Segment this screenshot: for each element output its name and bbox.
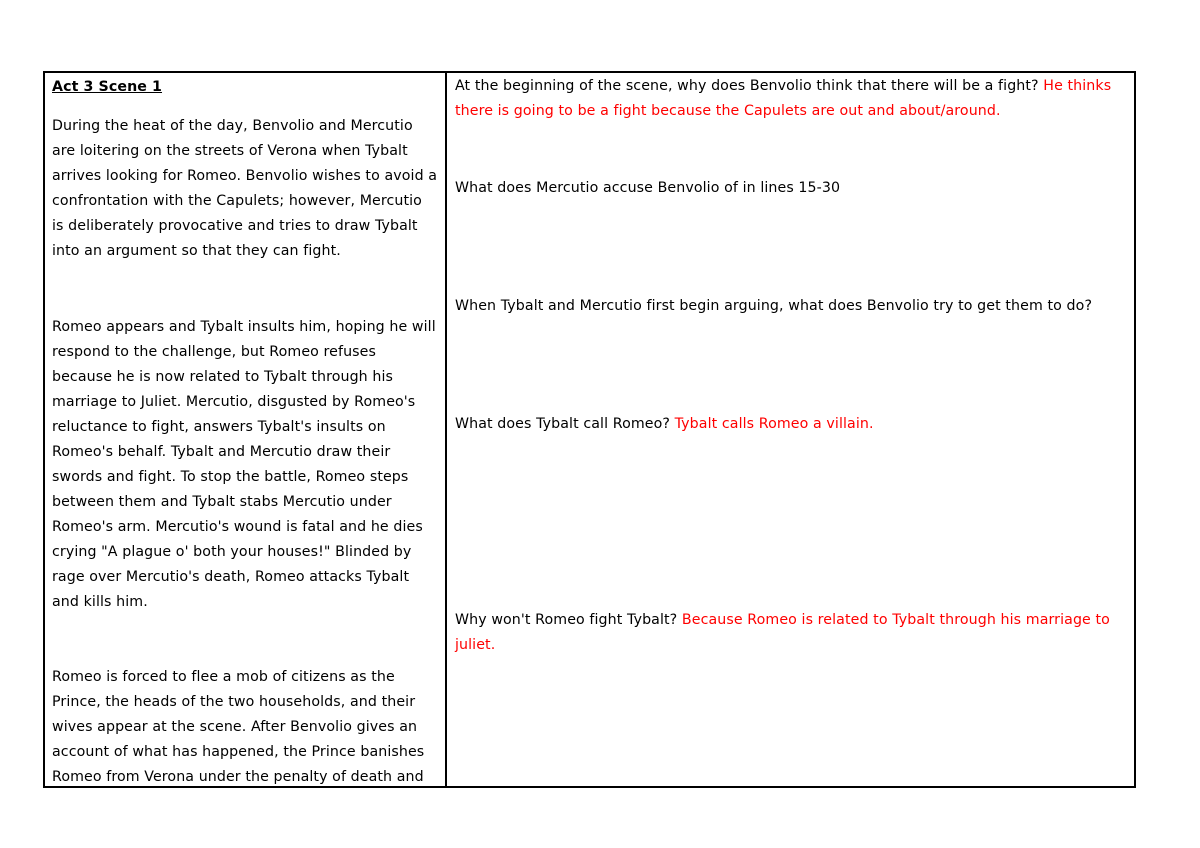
worksheet-table bbox=[43, 71, 1136, 788]
summary-paragraph-2: Romeo appears and Tybalt insults him, hoping he will respond to the challenge, but Romeo refuses because he is now related to Tybalt through his marriage to Juliet. Mercutio, disgusted by Romeo's reluctance to fight, answers Tybalt's insults on Romeo's behalf. Tybalt and Mercutio draw their swords and fight. To stop the battle, Romeo steps between them and Tybalt stabs Mercutio under Romeo's arm. Mercutio's wound is fatal and he dies crying "A plague o' both your houses!" Blinded by rage over Mercutio's death, Romeo attacks Tybalt and kills him. bbox=[52, 319, 436, 610]
question-text: At the beginning of the scene, why does Benvolio think that there will be a fight? bbox=[455, 78, 1044, 94]
question-text: When Tybalt and Mercutio first begin arguing, what does Benvolio try to get them to do? bbox=[455, 298, 1093, 314]
answer-text: Tybalt calls Romeo a villain. bbox=[674, 416, 874, 432]
question-text: What does Mercutio accuse Benvolio of in lines 15-30 bbox=[455, 180, 841, 196]
question-item-3 bbox=[455, 294, 1131, 319]
question-text: What does Tybalt call Romeo? bbox=[455, 416, 675, 432]
answer-text: Because Romeo is related to Tybalt through his marriage to juliet. bbox=[455, 612, 1110, 653]
question-item-4 bbox=[455, 412, 1131, 437]
summary-paragraph-1: During the heat of the day, Benvolio and Mercutio are loitering on the streets of Verona when Tybalt arrives looking for Romeo. Benvolio wishes to avoid a confrontation with the Capulets; however, Mercutio is deliberately provocative and tries to draw Tybalt into an argument so that they can fight. bbox=[52, 118, 438, 259]
questions-column bbox=[447, 73, 1134, 786]
summary-paragraph-3: Romeo is forced to flee a mob of citizens as the Prince, the heads of the two households, and their wives appear at the scene. After Benvolio gives an account of what has happened, the Prince banishes Romeo from Verona under the penalty of death and bbox=[52, 669, 425, 785]
summary-column bbox=[45, 73, 447, 786]
question-text: Why won't Romeo fight Tybalt? bbox=[455, 612, 682, 628]
scene-heading: Act 3 Scene 1 bbox=[52, 79, 163, 95]
answer-text: He thinks there is going to be a fight because the Capulets are out and about/around. bbox=[455, 78, 1112, 119]
question-item-2 bbox=[455, 176, 1131, 201]
question-item-5 bbox=[455, 608, 1131, 658]
question-item-1 bbox=[455, 74, 1131, 124]
